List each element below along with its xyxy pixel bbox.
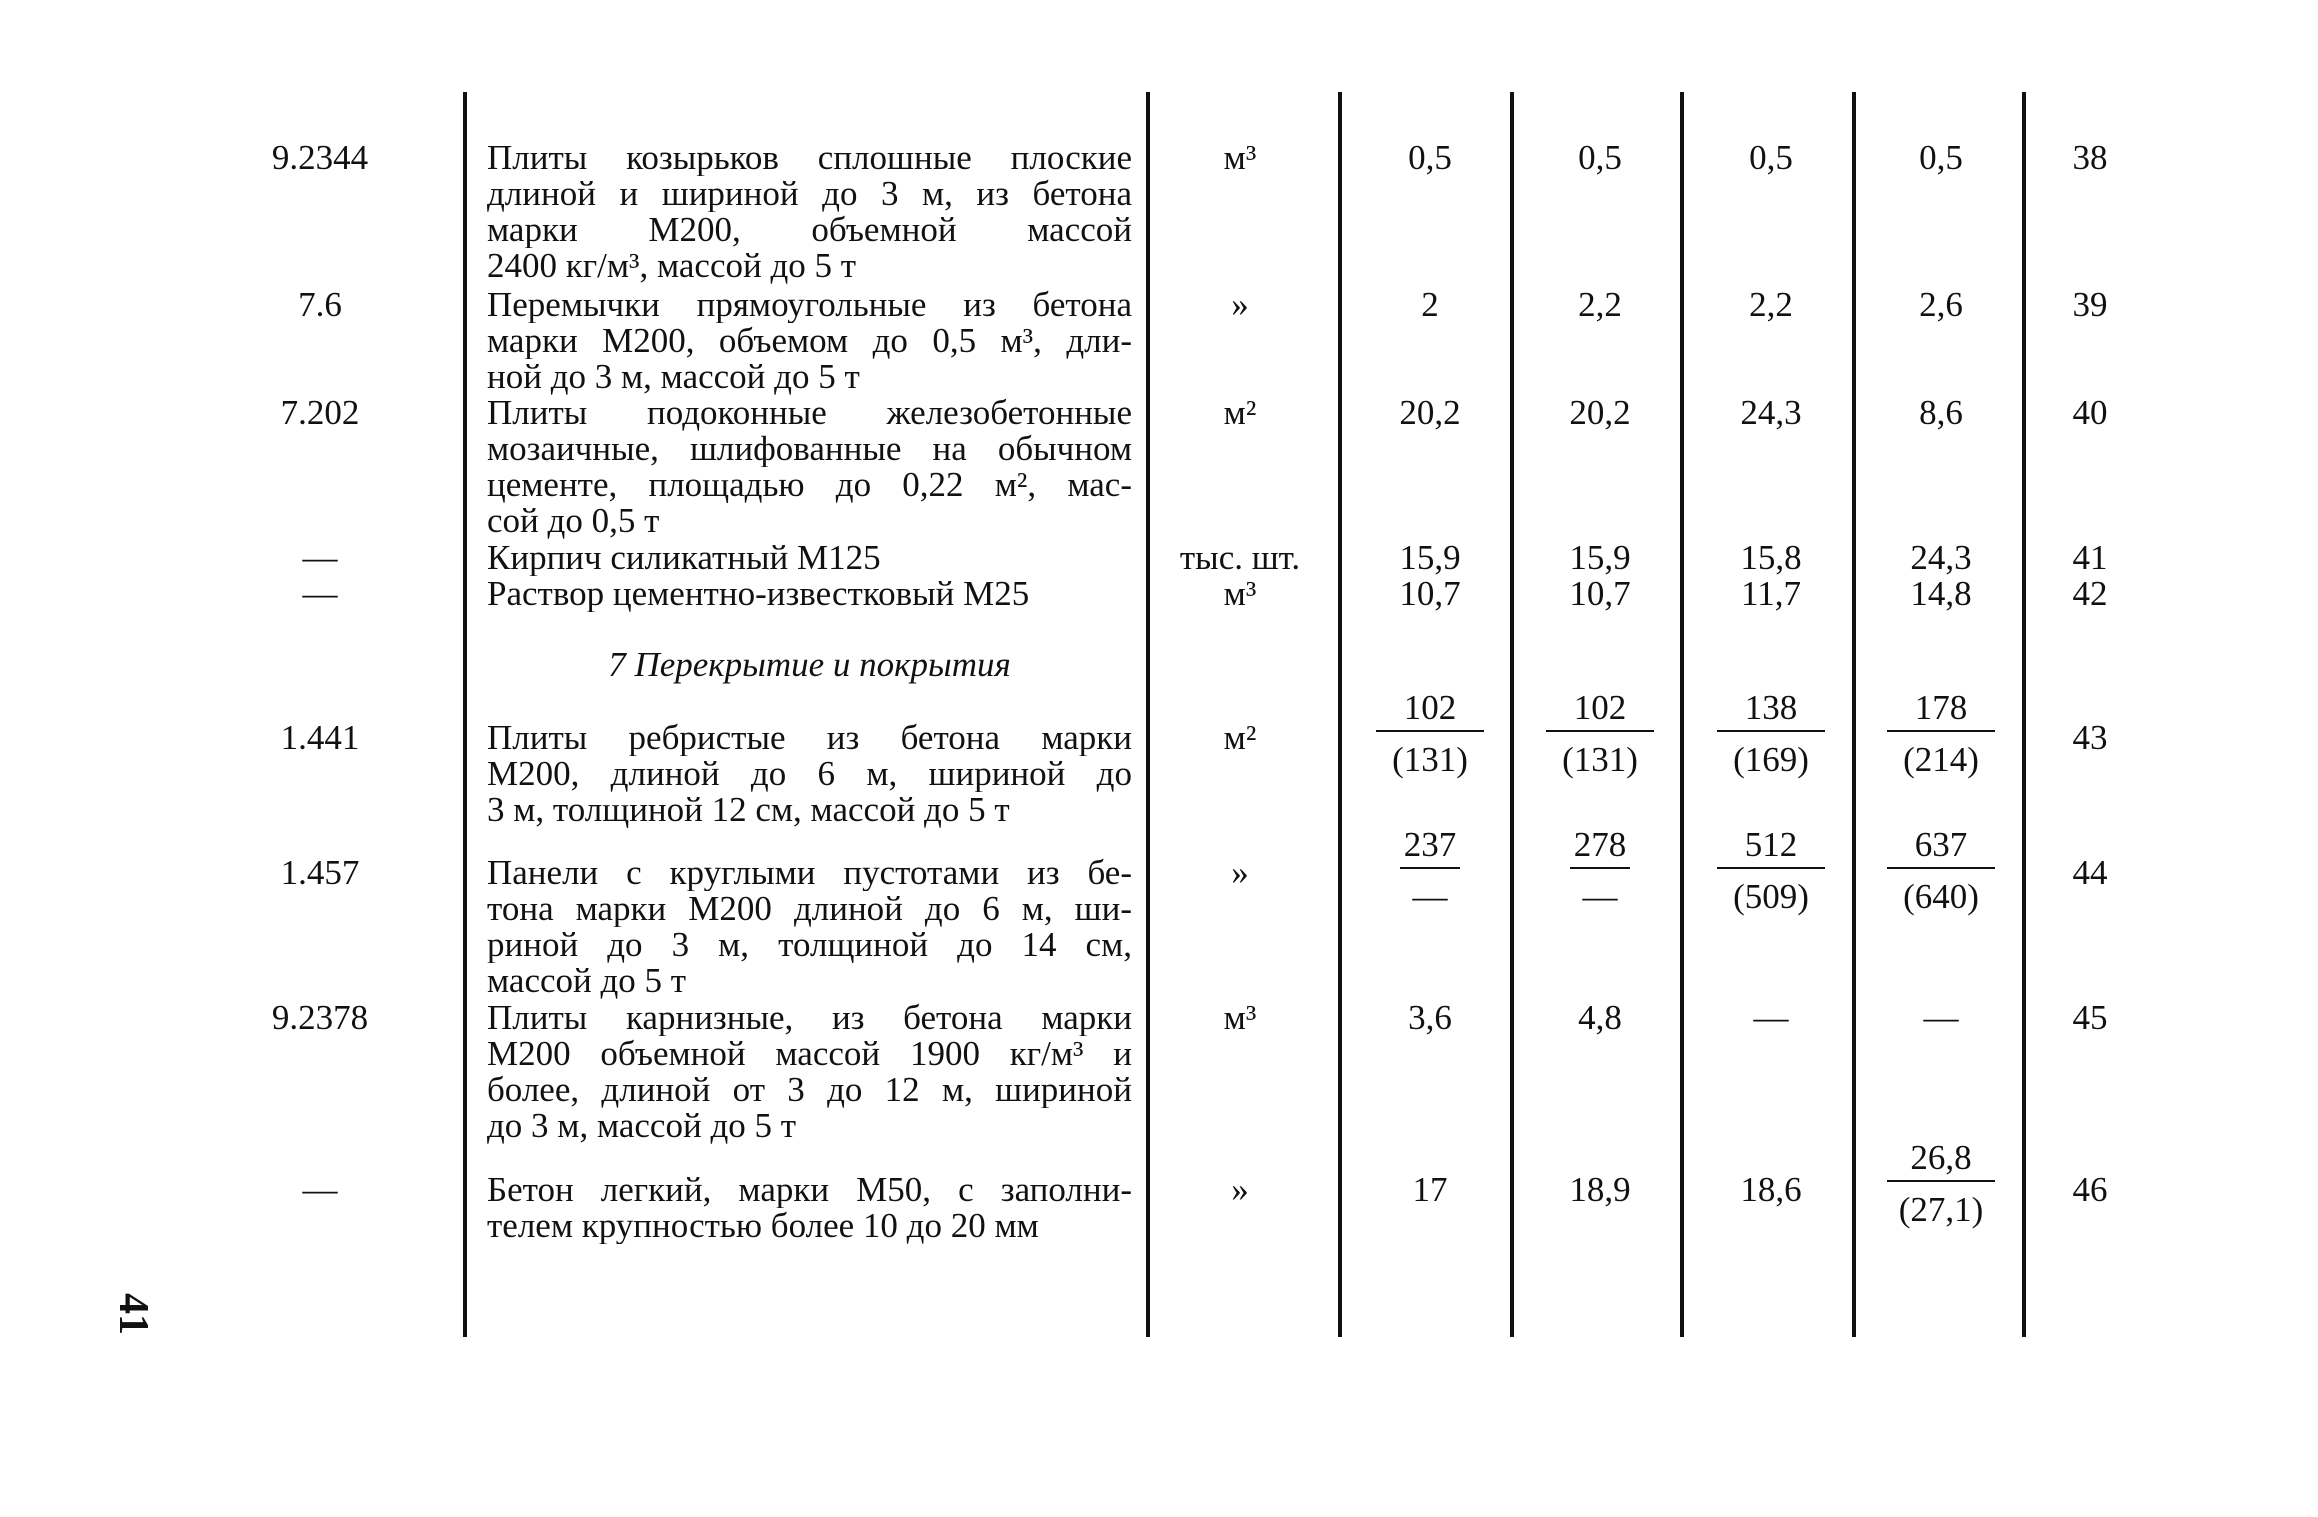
fraction-denominator: (640): [1903, 877, 1979, 916]
row-code: 9.2344: [271, 138, 369, 177]
fraction-numerator: 237: [1403, 825, 1457, 864]
row-value: 17: [1412, 1170, 1448, 1209]
row-number: 42: [2072, 574, 2108, 613]
column-rule: [1338, 92, 1342, 1337]
desc-line: Раствор цементно-известковый М25: [487, 576, 1030, 612]
fraction-numerator: 512: [1744, 825, 1798, 864]
row-description: [487, 855, 1132, 999]
desc-line: массой до 5 т: [487, 963, 687, 999]
row-number: 45: [2072, 998, 2108, 1037]
row-value: 8,6: [1919, 393, 1963, 432]
desc-line: цементе, площадью до 0,22 м², мас-: [487, 467, 1132, 503]
fraction-value: [1866, 1138, 2016, 1230]
row-number: 44: [2072, 853, 2108, 892]
section-title: 7 Перекрытие и покрытия: [608, 645, 1011, 684]
fraction-bar: [1400, 867, 1460, 869]
fraction-denominator: (214): [1903, 740, 1979, 779]
desc-line: М200, длиной до 6 м, шириной до: [487, 756, 1132, 792]
row-value: 2: [1421, 285, 1439, 324]
row-code: —: [302, 1170, 338, 1209]
row-value: 18,6: [1740, 1170, 1802, 1209]
row-value: 20,2: [1569, 393, 1631, 432]
desc-line: Бетон легкий, марки М50, с заполни-: [487, 1172, 1132, 1208]
desc-line: риной до 3 м, толщиной до 14 см,: [487, 927, 1132, 963]
row-value: 20,2: [1399, 393, 1461, 432]
row-description: [487, 720, 1132, 828]
row-value: —: [1923, 998, 1959, 1037]
desc-line: Кирпич силикатный М125: [487, 540, 881, 576]
fraction-numerator: 102: [1573, 688, 1627, 727]
fraction-value: [1696, 825, 1846, 917]
row-code: 1.457: [280, 853, 360, 892]
row-value: 2,6: [1919, 285, 1963, 324]
row-code: 7.202: [280, 393, 360, 432]
row-value: 2,2: [1749, 285, 1793, 324]
desc-line: ной до 3 м, массой до 5 т: [487, 359, 860, 395]
row-description: [487, 287, 1132, 395]
fraction-bar: [1570, 867, 1630, 869]
fraction-denominator: (131): [1562, 740, 1638, 779]
column-rule: [1680, 92, 1684, 1337]
fraction-numerator: 637: [1914, 825, 1968, 864]
row-number: 39: [2072, 285, 2108, 324]
row-unit: м²: [1223, 393, 1257, 432]
fraction-numerator: 278: [1573, 825, 1627, 864]
row-description: [487, 1172, 1132, 1244]
row-unit: м³: [1223, 574, 1257, 613]
row-code: 7.6: [298, 285, 342, 324]
row-unit: м³: [1223, 138, 1257, 177]
desc-line: Панели с круглыми пустотами из бе-: [487, 855, 1132, 891]
fraction-bar: [1887, 867, 1995, 869]
fraction-bar: [1546, 730, 1654, 732]
row-value: 14,8: [1910, 574, 1972, 613]
row-value: 10,7: [1399, 574, 1461, 613]
row-number: 41: [2072, 538, 2108, 577]
column-rule: [1852, 92, 1856, 1337]
row-number: 38: [2072, 138, 2108, 177]
row-code: —: [302, 574, 338, 613]
fraction-value: [1525, 688, 1675, 780]
row-number: 40: [2072, 393, 2108, 432]
desc-line: более, длиной от 3 до 12 м, шириной: [487, 1072, 1132, 1108]
fraction-bar: [1887, 730, 1995, 732]
fraction-denominator: (509): [1733, 877, 1809, 916]
page-number: 41: [110, 1293, 156, 1335]
desc-line: Плиты карнизные, из бетона марки: [487, 1000, 1132, 1036]
desc-line: сой до 0,5 т: [487, 503, 660, 539]
desc-line: длиной и шириной до 3 м, из бетона: [487, 176, 1132, 212]
row-value: 0,5: [1919, 138, 1963, 177]
row-value: 3,6: [1408, 998, 1452, 1037]
desc-line: телем крупностью более 10 до 20 мм: [487, 1208, 1039, 1244]
row-description: [487, 140, 1132, 284]
row-value: 24,3: [1740, 393, 1802, 432]
row-number: 43: [2072, 718, 2108, 757]
row-code: 9.2378: [271, 998, 369, 1037]
fraction-numerator: 138: [1744, 688, 1798, 727]
row-description: [487, 1000, 1132, 1144]
row-value: 18,9: [1569, 1170, 1631, 1209]
row-value: 24,3: [1910, 538, 1972, 577]
row-value: 0,5: [1749, 138, 1793, 177]
fraction-bar: [1717, 730, 1825, 732]
fraction-value: [1355, 688, 1505, 780]
row-value: 15,8: [1740, 538, 1802, 577]
row-value: 11,7: [1741, 574, 1801, 613]
row-value: 15,9: [1399, 538, 1461, 577]
desc-line: Плиты подоконные железобетонные: [487, 395, 1132, 431]
row-description: [487, 395, 1132, 539]
row-description: [487, 576, 1132, 612]
fraction-bar: [1376, 730, 1484, 732]
row-value: 15,9: [1569, 538, 1631, 577]
desc-line: Перемычки прямоугольные из бетона: [487, 287, 1132, 323]
desc-line: тона марки М200 длиной до 6 м, ши-: [487, 891, 1132, 927]
row-unit: »: [1231, 285, 1249, 324]
desc-line: мозаичные, шлифованные на обычном: [487, 431, 1132, 467]
desc-line: М200 объемной массой 1900 кг/м³ и: [487, 1036, 1132, 1072]
column-rule: [1146, 92, 1150, 1337]
column-rule: [463, 92, 467, 1337]
fraction-value: [1525, 825, 1675, 917]
fraction-numerator: 178: [1914, 688, 1968, 727]
desc-line: до 3 м, массой до 5 т: [487, 1108, 797, 1144]
row-value: 0,5: [1408, 138, 1452, 177]
column-rule: [1510, 92, 1514, 1337]
row-value: 2,2: [1578, 285, 1622, 324]
row-description: [487, 540, 1132, 576]
row-code: —: [302, 538, 338, 577]
row-unit: »: [1231, 1170, 1249, 1209]
column-rule: [2022, 92, 2026, 1337]
fraction-denominator: (131): [1392, 740, 1468, 779]
row-unit: тыс. шт.: [1179, 538, 1301, 577]
desc-line: марки М200, объемной массой: [487, 212, 1132, 248]
fraction-bar: [1717, 867, 1825, 869]
fraction-value: [1866, 825, 2016, 917]
row-value: 10,7: [1569, 574, 1631, 613]
fraction-denominator: —: [1412, 877, 1448, 916]
row-number: 46: [2072, 1170, 2108, 1209]
fraction-value: [1696, 688, 1846, 780]
row-unit: м²: [1223, 718, 1257, 757]
row-value: 0,5: [1578, 138, 1622, 177]
fraction-denominator: (169): [1733, 740, 1809, 779]
fraction-denominator: —: [1582, 877, 1618, 916]
row-code: 1.441: [280, 718, 360, 757]
fraction-value: [1355, 825, 1505, 917]
row-value: —: [1753, 998, 1789, 1037]
row-unit: м³: [1223, 998, 1257, 1037]
row-unit: »: [1231, 853, 1249, 892]
fraction-denominator: (27,1): [1898, 1190, 1984, 1229]
desc-line: 2400 кг/м³, массой до 5 т: [487, 248, 857, 284]
row-value: 4,8: [1578, 998, 1622, 1037]
desc-line: Плиты ребристые из бетона марки: [487, 720, 1132, 756]
desc-line: марки М200, объемом до 0,5 м³, дли-: [487, 323, 1132, 359]
fraction-numerator: 102: [1403, 688, 1457, 727]
fraction-numerator: 26,8: [1910, 1138, 1972, 1177]
desc-line: 3 м, толщиной 12 см, массой до 5 т: [487, 792, 1010, 828]
desc-line: Плиты козырьков сплошные плоские: [487, 140, 1132, 176]
fraction-value: [1866, 688, 2016, 780]
fraction-bar: [1887, 1180, 1995, 1182]
